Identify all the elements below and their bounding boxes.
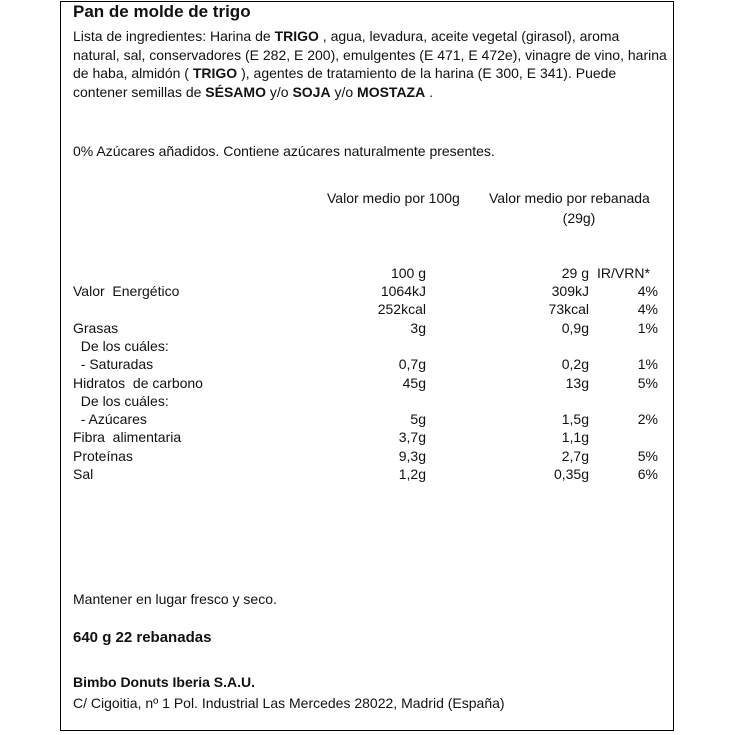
nutrient-label: Fibra alimentaria [73,429,182,446]
value-per-slice: 0,35g [553,466,589,482]
value-per-100g: 3,7g [398,429,426,446]
value-ir: 1% [637,319,658,336]
nutrient-label: Hidratos de carbono [73,374,203,391]
col-slice-subheader: (29g) [562,210,596,226]
net-weight: 640 g 22 rebanadas [73,629,212,646]
nutrient-label: Valor Energético [73,283,180,299]
ingredients-text: Lista de ingredientes: Harina de [73,28,275,44]
value-per-100g: 1064kJ [380,283,426,299]
value-per-100g: 0,7g [398,356,426,373]
nutrient-label: Proteínas [73,447,133,464]
value-per-slice: 0,2g [561,356,589,373]
value-ir: 1% [637,356,658,373]
ingredients-text: y/o [265,83,293,100]
nutrient-label: - Azúcares [73,411,147,428]
value-ir: 4% [637,301,658,318]
unit-ir: IR/VRN* [597,265,650,281]
value-ir: 5% [637,447,658,464]
nutrient-label: Sal [73,466,94,482]
value-per-slice: 13g [565,374,589,391]
nutrient-label: - Saturadas [73,356,154,373]
value-per-100g: 5g [410,411,426,428]
allergen-text: MOSTAZA [357,83,426,100]
value-per-slice: 309kJ [551,283,589,299]
value-ir: 2% [637,411,658,428]
ingredients-text: y/o [330,83,358,100]
allergen-text: TRIGO [274,28,319,44]
value-per-100g: 9,3g [398,447,426,464]
value-per-slice: 73kcal [548,301,589,318]
col-slice-header: Valor medio por rebanada [489,190,650,206]
value-per-slice: 1,1g [561,429,589,446]
value-per-100g: 252kcal [377,301,426,318]
value-ir: 5% [637,374,658,391]
product-title: Pan de molde de trigo [73,2,251,21]
value-per-100g: 1,2g [398,466,426,482]
ingredients-text: ), agentes de tratamiento de la harina (E 300, E 341). Puede contener semillas de [73,65,617,100]
allergen-text: TRIGO [192,65,238,81]
nutrient-label: Grasas [73,319,119,336]
company-name: Bimbo Donuts Iberia S.A.U. [73,674,256,690]
company-address: C/ Cigoitia, nº 1 Pol. Industrial Las Mercedes 28022, Madrid (España) [73,695,505,711]
col-100g-header: Valor medio por 100g [327,190,460,206]
storage-note: Mantener en lugar fresco y seco. [73,591,277,607]
unit-slice: 29 g [561,265,589,281]
value-ir: 4% [637,283,658,299]
allergen-text: SOJA [292,83,331,100]
ingredients-list [73,27,668,101]
value-ir: 6% [637,466,658,482]
value-per-slice: 1,5g [561,411,589,428]
nutrient-label: De los cuáles: [73,392,169,409]
value-per-slice: 0,9g [561,319,589,336]
unit-100g: 100 g [390,265,426,281]
allergen-text: SÉSAMO [205,83,266,100]
sugar-note: 0% Azúcares añadidos. Contiene azúcares naturalmente presentes. [73,143,495,159]
ingredients-text: , agua, levadura, aceite vegetal (girasol), aroma natural, sal, conservadores (E 282, E 200), emulgentes (E 471, E 472e), vinagre de vino, harina de haba, almidón ( [73,28,667,81]
value-per-100g: 3g [410,319,426,336]
nutrient-label: De los cuáles: [73,337,169,354]
value-per-slice: 2,7g [561,447,589,464]
ingredients-text: . [425,83,434,100]
value-per-100g: 45g [402,374,426,391]
